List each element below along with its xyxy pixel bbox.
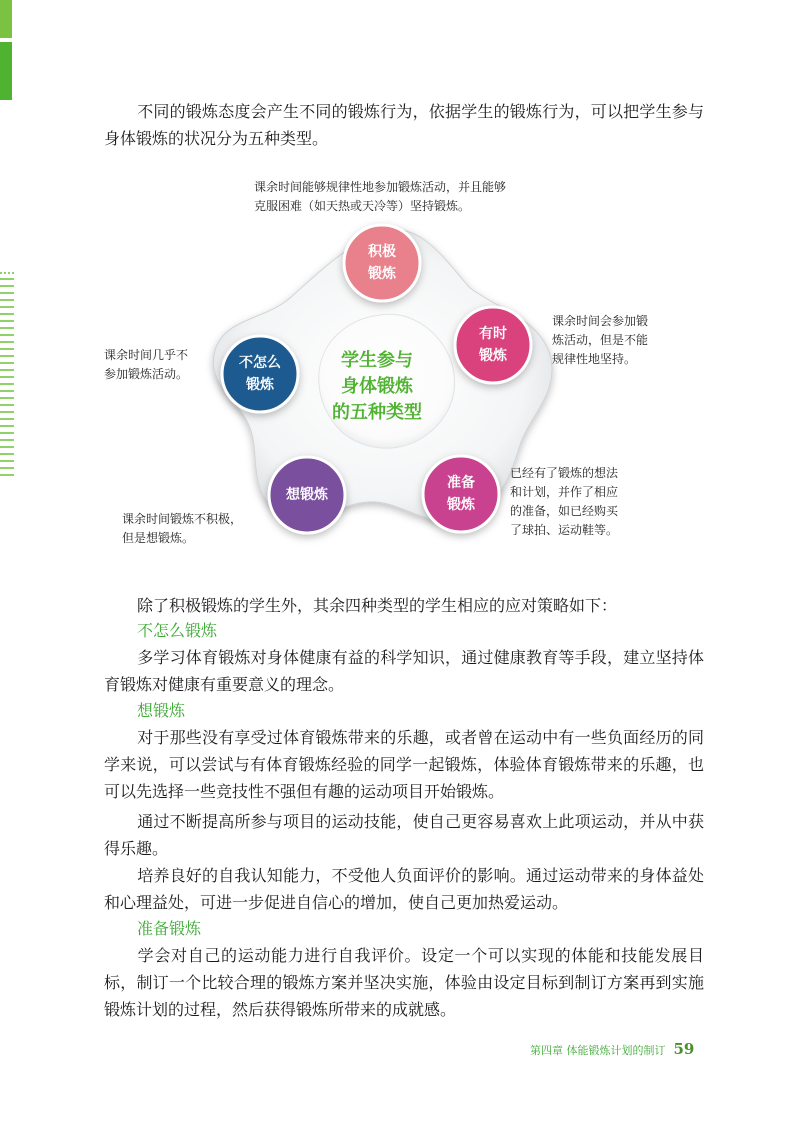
page-footer — [530, 1040, 694, 1058]
five-types-diagram — [100, 170, 700, 570]
intro-text: 不同的锻炼态度会产生不同的锻炼行为，依据学生的锻炼行为，可以把学生参与身体锻炼的状况分为五种类型。 — [104, 102, 704, 148]
page-tab-marker — [0, 0, 12, 38]
page-number: 59 — [673, 1040, 695, 1058]
node-want-label: 想锻炼 — [286, 487, 328, 503]
margin-edge-marks — [0, 278, 14, 481]
note-sometimes: 课余时间会参加锻 炼活动，但是不能 规律性地坚持。 — [552, 314, 649, 366]
section-prepare-paragraph: 学会对自己的运动能力进行自我评价。设定一个可以实现的体能和技能发展目标，制订一个比较合理的锻炼方案并坚决实施，体验由设定目标到制订方案再到实施锻炼计划的过程，然后获得锻炼所带来的成就感。 — [104, 946, 704, 1019]
strategy-intro-text: 除了积极锻炼的学生外，其余四种类型的学生相应的应对策略如下： — [137, 596, 618, 615]
node-rarely-label: 不怎么 锻炼 — [239, 355, 281, 393]
node-sometimes-label: 有时 锻炼 — [479, 326, 507, 364]
section-rarely-paragraph: 多学习体育锻炼对身体健康有益的科学知识，通过健康教育等手段，建立坚持体育锻炼对健康有重要意义的理念。 — [104, 648, 704, 694]
section-want-paragraph-3: 培养良好的自我认知能力，不受他人负面评价的影响。通过运动带来的身体益处和心理益处，可进一步促进自信心的增加，使自己更加热爱运动。 — [104, 866, 704, 912]
strategy-intro — [104, 592, 704, 619]
diagram-center-title: 学生参与 身体锻炼 的五种类型 — [332, 350, 422, 423]
note-prepare: 已经有了锻炼的想法 和计划，并作了相应 的准备，如已经购买 了球拍、运动鞋等。 — [510, 466, 619, 537]
note-active: 课余时间能够规律性地参加锻炼活动，并且能够 克服困难（如天热或天冷等）坚持锻炼。 — [254, 180, 507, 213]
node-active-label: 积极 锻炼 — [368, 244, 396, 282]
page-tab-marker-active — [0, 42, 12, 100]
section-want-paragraph-2: 通过不断提高所参与项目的运动技能，使自己更容易喜欢上此项运动，并从中获得乐趣。 — [104, 812, 704, 858]
section-want-paragraph-1: 对于那些没有享受过体育锻炼带来的乐趣，或者曾在运动中有一些负面经历的同学来说，可以尝试与有体育锻炼经验的同学一起锻炼，体验体育锻炼带来的乐趣，也可以先选择一些竞技性不强但有趣的运动项目开始锻炼。 — [104, 728, 704, 801]
intro-paragraph — [104, 98, 704, 152]
node-prepare-label: 准备 锻炼 — [447, 475, 475, 513]
footer-chapter: 第四章 体能锻炼计划的制订 — [530, 1044, 666, 1057]
margin-dotted-line — [0, 272, 14, 274]
section-title-rarely: 不怎么锻炼 — [137, 621, 218, 640]
note-want: 课余时间锻炼不积极， 但是想锻炼。 — [122, 512, 243, 545]
note-rarely: 课余时间几乎不 参加锻炼活动。 — [104, 348, 189, 381]
section-title-want: 想锻炼 — [137, 701, 186, 720]
section-title-prepare: 准备锻炼 — [137, 919, 202, 938]
